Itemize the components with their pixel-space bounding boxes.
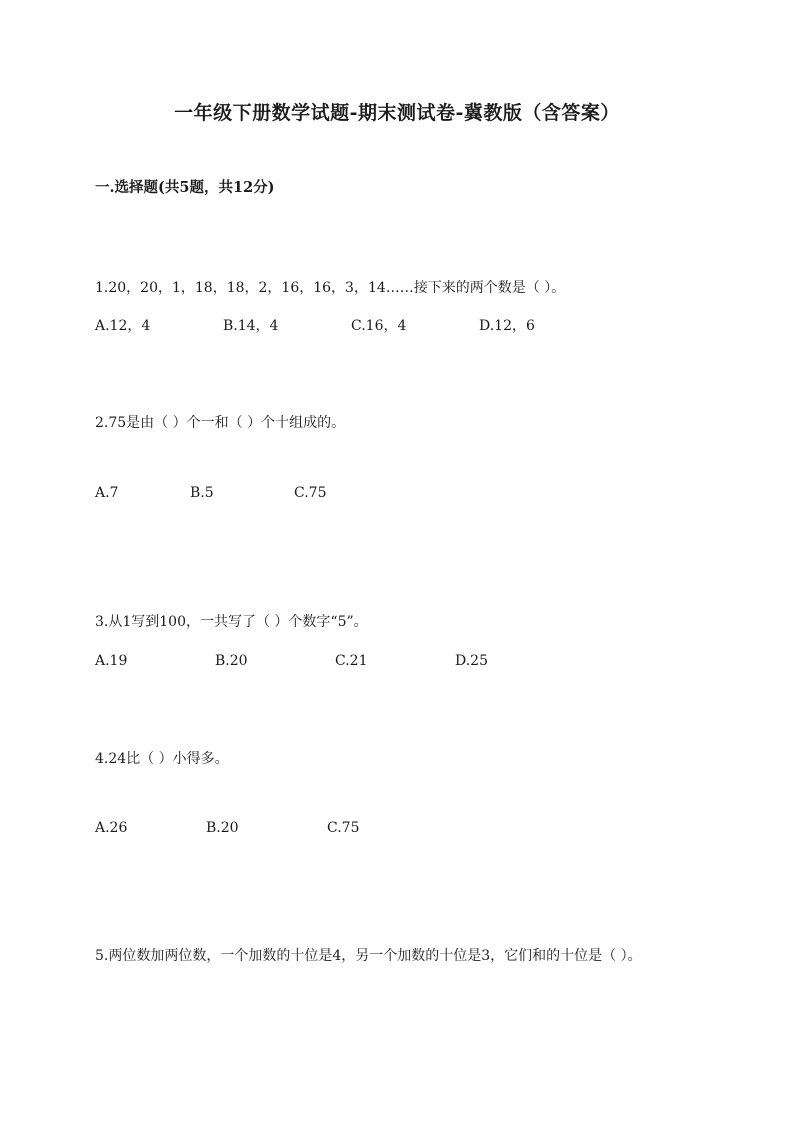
question-1-option-d: D.12，6 xyxy=(479,318,535,334)
question-3-options xyxy=(95,651,695,671)
question-3-option-a: A.19 xyxy=(95,653,128,669)
question-4-text: 4.24比（ ）小得多。 xyxy=(95,751,229,767)
question-3-text: 3.从1写到100，一共写了（ ）个数字“5”。 xyxy=(95,614,368,630)
question-2-option-c: C.75 xyxy=(294,485,327,501)
question-4-option-a: A.26 xyxy=(95,820,128,836)
document-title: 一年级下册数学试题-期末测试卷-冀教版（含答案） xyxy=(174,102,620,124)
question-4-options xyxy=(95,818,695,838)
question-4-option-b: B.20 xyxy=(206,820,239,836)
question-2-text: 2.75是由（ ）个一和（ ）个十组成的。 xyxy=(95,415,346,431)
question-2-option-a: A.7 xyxy=(95,485,119,501)
question-1-option-c: C.16，4 xyxy=(351,318,407,334)
question-3-option-b: B.20 xyxy=(215,653,248,669)
question-3-option-c: C.21 xyxy=(335,653,368,669)
question-1-option-b: B.14，4 xyxy=(223,318,279,334)
question-2-options xyxy=(95,483,695,503)
question-1-options xyxy=(95,316,695,336)
question-1-option-a: A.12，4 xyxy=(95,318,151,334)
question-3-option-d: D.25 xyxy=(455,653,488,669)
section-heading: 一.选择题(共5题，共12分) xyxy=(95,179,275,196)
question-5-text: 5.两位数加两位数，一个加数的十位是4，另一个加数的十位是3，它们和的十位是（ ）。 xyxy=(95,948,642,964)
question-1-text: 1.20，20，1，18，18，2，16，16，3，14……接下来的两个数是（ ）。 xyxy=(95,280,566,296)
question-4-option-c: C.75 xyxy=(327,820,360,836)
question-2-option-b: B.5 xyxy=(190,485,214,501)
